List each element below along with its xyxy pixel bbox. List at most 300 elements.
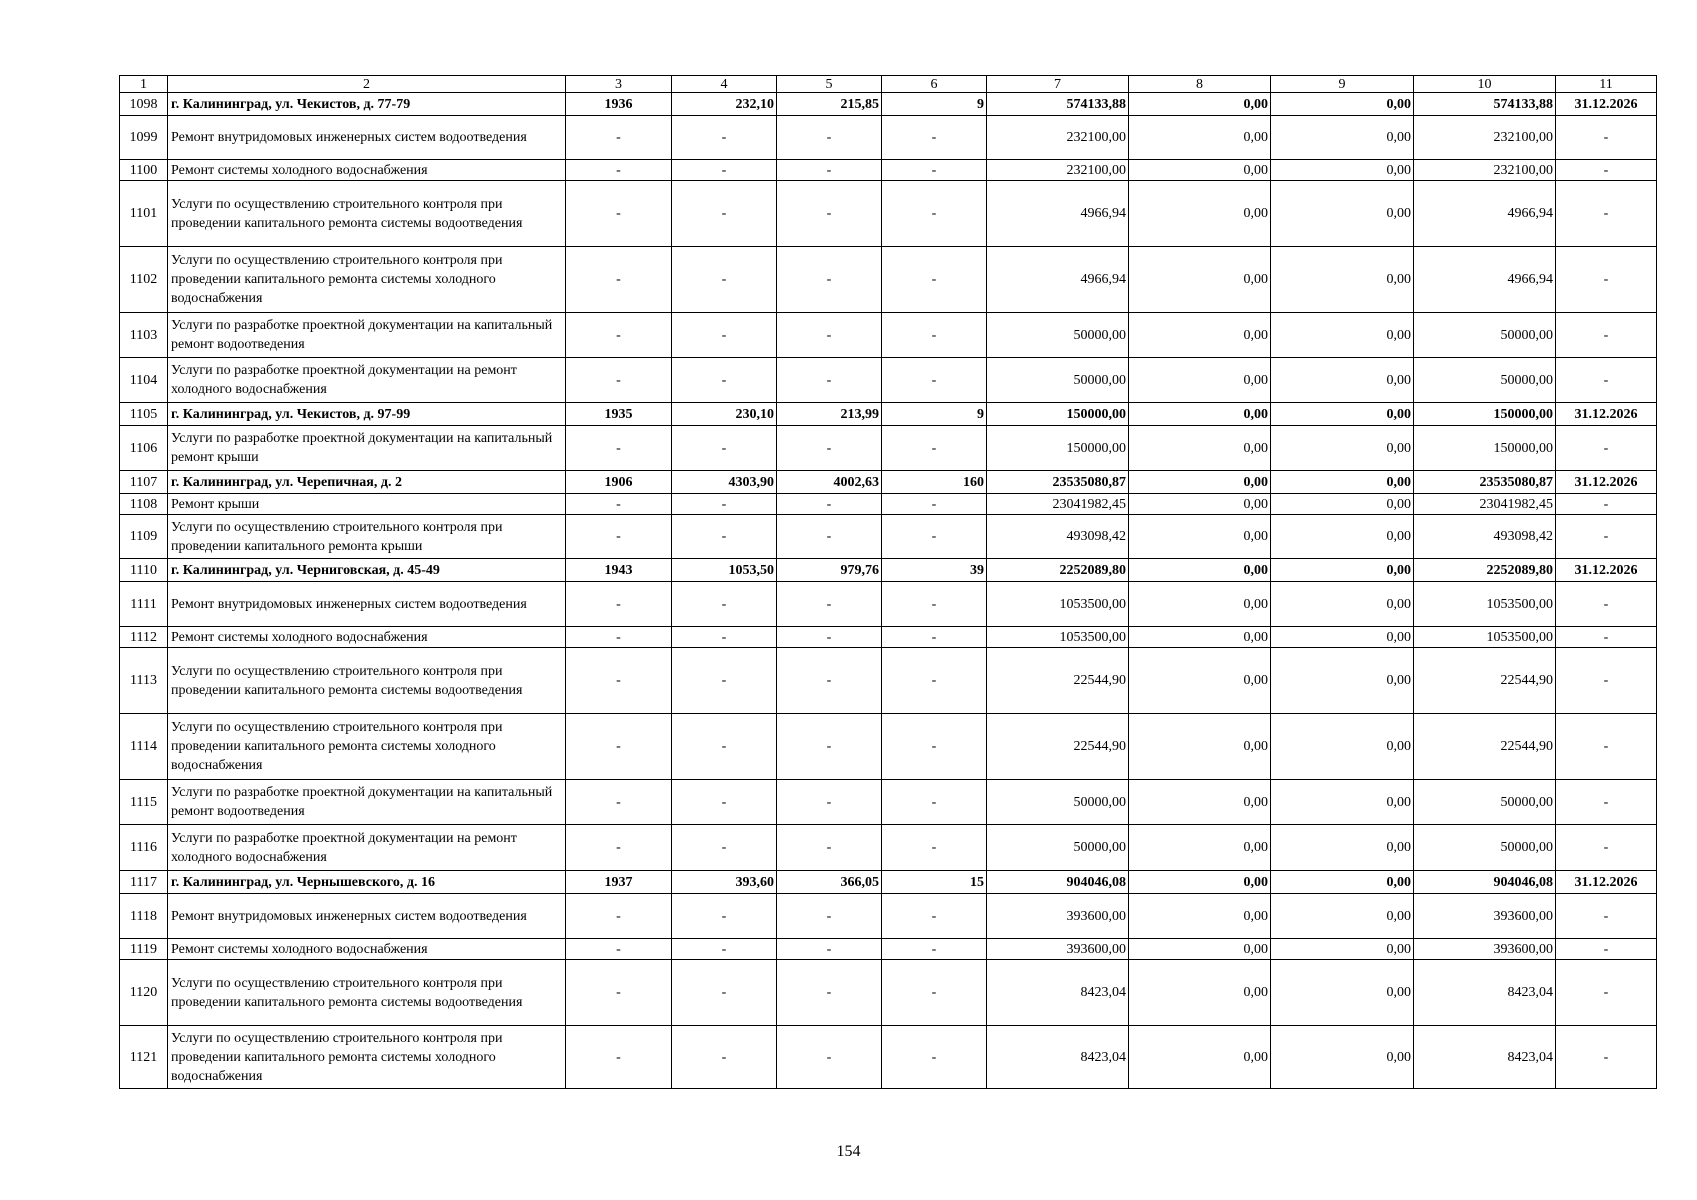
cell-deadline: 31.12.2026 [1556, 871, 1657, 894]
cell-fund-cost-1: 0,00 [1129, 116, 1271, 160]
cell-description: Услуги по осуществлению строительного контроля при проведении капитального ремонта системы водоотведения [168, 960, 566, 1026]
cell-living-area: - [777, 160, 882, 181]
cell-total-area: - [672, 116, 777, 160]
cell-description: Услуги по разработке проектной документации на ремонт холодного водоснабжения [168, 358, 566, 403]
cell-owner-funds: 393600,00 [1414, 939, 1556, 960]
cell-description: г. Калининград, ул. Черниговская, д. 45-49 [168, 559, 566, 582]
work-item-row [120, 181, 1657, 247]
cell-fund-cost-1: 0,00 [1129, 160, 1271, 181]
cell-deadline: - [1556, 358, 1657, 403]
cell-row-number: 1113 [120, 648, 168, 714]
cell-residents: - [882, 247, 987, 313]
cell-year-built: 1935 [566, 403, 672, 426]
cell-total-area: - [672, 181, 777, 247]
cell-owner-funds: 150000,00 [1414, 403, 1556, 426]
cell-total-cost: 8423,04 [987, 1026, 1129, 1089]
cell-row-number: 1115 [120, 780, 168, 825]
column-number-9: 9 [1271, 76, 1414, 93]
cell-owner-funds: 150000,00 [1414, 426, 1556, 471]
cell-year-built: - [566, 960, 672, 1026]
cell-owner-funds: 22544,90 [1414, 714, 1556, 780]
column-number-3: 3 [566, 76, 672, 93]
cell-fund-cost-2: 0,00 [1271, 494, 1414, 515]
cell-description: Ремонт системы холодного водоснабжения [168, 160, 566, 181]
cell-description: Услуги по осуществлению строительного контроля при проведении капитального ремонта системы холодного водоснабжения [168, 247, 566, 313]
cell-owner-funds: 1053500,00 [1414, 582, 1556, 627]
cell-total-area: - [672, 582, 777, 627]
cell-deadline: - [1556, 160, 1657, 181]
cell-year-built: - [566, 1026, 672, 1089]
cell-deadline: - [1556, 426, 1657, 471]
cell-living-area: 366,05 [777, 871, 882, 894]
cell-fund-cost-1: 0,00 [1129, 825, 1271, 871]
address-row [120, 871, 1657, 894]
cell-deadline: - [1556, 494, 1657, 515]
work-item-row [120, 627, 1657, 648]
cell-deadline: - [1556, 582, 1657, 627]
cell-fund-cost-1: 0,00 [1129, 93, 1271, 116]
cell-total-cost: 574133,88 [987, 93, 1129, 116]
cell-deadline: - [1556, 960, 1657, 1026]
cell-year-built: - [566, 358, 672, 403]
cell-description: Услуги по разработке проектной документации на ремонт холодного водоснабжения [168, 825, 566, 871]
cell-row-number: 1106 [120, 426, 168, 471]
work-item-row [120, 358, 1657, 403]
cell-year-built: - [566, 939, 672, 960]
cell-row-number: 1116 [120, 825, 168, 871]
cell-total-area: - [672, 825, 777, 871]
capital-repair-table [119, 75, 1657, 1089]
cell-fund-cost-1: 0,00 [1129, 515, 1271, 559]
work-item-row [120, 313, 1657, 358]
work-item-row [120, 780, 1657, 825]
cell-residents: - [882, 648, 987, 714]
cell-fund-cost-2: 0,00 [1271, 116, 1414, 160]
page-number: 154 [836, 1143, 861, 1160]
cell-total-area: - [672, 627, 777, 648]
cell-total-cost: 393600,00 [987, 939, 1129, 960]
cell-living-area: - [777, 1026, 882, 1089]
cell-fund-cost-1: 0,00 [1129, 358, 1271, 403]
cell-living-area: - [777, 960, 882, 1026]
cell-residents: 15 [882, 871, 987, 894]
cell-living-area: 215,85 [777, 93, 882, 116]
cell-year-built: 1937 [566, 871, 672, 894]
cell-owner-funds: 574133,88 [1414, 93, 1556, 116]
cell-residents: - [882, 494, 987, 515]
cell-owner-funds: 493098,42 [1414, 515, 1556, 559]
cell-row-number: 1101 [120, 181, 168, 247]
cell-year-built: - [566, 648, 672, 714]
cell-fund-cost-2: 0,00 [1271, 825, 1414, 871]
cell-residents: - [882, 582, 987, 627]
cell-row-number: 1105 [120, 403, 168, 426]
cell-row-number: 1118 [120, 894, 168, 939]
cell-fund-cost-2: 0,00 [1271, 426, 1414, 471]
cell-living-area: - [777, 825, 882, 871]
work-item-row [120, 426, 1657, 471]
cell-row-number: 1102 [120, 247, 168, 313]
cell-total-cost: 904046,08 [987, 871, 1129, 894]
cell-year-built: - [566, 160, 672, 181]
work-item-row [120, 894, 1657, 939]
work-item-row [120, 1026, 1657, 1089]
cell-fund-cost-1: 0,00 [1129, 471, 1271, 494]
cell-living-area: 979,76 [777, 559, 882, 582]
cell-fund-cost-1: 0,00 [1129, 780, 1271, 825]
cell-year-built: - [566, 627, 672, 648]
cell-fund-cost-2: 0,00 [1271, 780, 1414, 825]
cell-owner-funds: 50000,00 [1414, 825, 1556, 871]
cell-deadline: 31.12.2026 [1556, 471, 1657, 494]
cell-year-built: 1943 [566, 559, 672, 582]
cell-residents: - [882, 627, 987, 648]
cell-living-area: - [777, 780, 882, 825]
cell-deadline: - [1556, 648, 1657, 714]
cell-total-cost: 22544,90 [987, 648, 1129, 714]
cell-owner-funds: 4966,94 [1414, 247, 1556, 313]
cell-total-cost: 50000,00 [987, 358, 1129, 403]
cell-fund-cost-1: 0,00 [1129, 559, 1271, 582]
column-number-5: 5 [777, 76, 882, 93]
column-number-11: 11 [1556, 76, 1657, 93]
cell-year-built: - [566, 426, 672, 471]
cell-description: г. Калининград, ул. Чекистов, д. 77-79 [168, 93, 566, 116]
cell-total-area: - [672, 648, 777, 714]
cell-deadline: - [1556, 825, 1657, 871]
cell-total-area: - [672, 780, 777, 825]
cell-total-area: - [672, 426, 777, 471]
cell-fund-cost-2: 0,00 [1271, 627, 1414, 648]
cell-description: Услуги по осуществлению строительного контроля при проведении капитального ремонта крыши [168, 515, 566, 559]
cell-total-cost: 50000,00 [987, 313, 1129, 358]
cell-total-cost: 1053500,00 [987, 582, 1129, 627]
cell-owner-funds: 232100,00 [1414, 160, 1556, 181]
cell-fund-cost-2: 0,00 [1271, 714, 1414, 780]
cell-fund-cost-1: 0,00 [1129, 1026, 1271, 1089]
cell-living-area: - [777, 627, 882, 648]
cell-residents: - [882, 780, 987, 825]
cell-fund-cost-2: 0,00 [1271, 939, 1414, 960]
cell-row-number: 1120 [120, 960, 168, 1026]
cell-residents: - [882, 825, 987, 871]
cell-total-area: - [672, 160, 777, 181]
cell-total-cost: 232100,00 [987, 116, 1129, 160]
cell-owner-funds: 8423,04 [1414, 960, 1556, 1026]
cell-living-area: - [777, 714, 882, 780]
cell-description: Услуги по осуществлению строительного контроля при проведении капитального ремонта системы холодного водоснабжения [168, 714, 566, 780]
address-row [120, 93, 1657, 116]
cell-owner-funds: 50000,00 [1414, 358, 1556, 403]
cell-year-built: - [566, 181, 672, 247]
column-number-4: 4 [672, 76, 777, 93]
cell-description: г. Калининград, ул. Чекистов, д. 97-99 [168, 403, 566, 426]
cell-deadline: - [1556, 939, 1657, 960]
cell-deadline: - [1556, 515, 1657, 559]
cell-total-area: - [672, 247, 777, 313]
cell-residents: 160 [882, 471, 987, 494]
cell-fund-cost-1: 0,00 [1129, 403, 1271, 426]
address-row [120, 471, 1657, 494]
cell-residents: - [882, 358, 987, 403]
column-number-6: 6 [882, 76, 987, 93]
cell-living-area: - [777, 181, 882, 247]
cell-owner-funds: 22544,90 [1414, 648, 1556, 714]
cell-row-number: 1111 [120, 582, 168, 627]
column-number-8: 8 [1129, 76, 1271, 93]
cell-deadline: - [1556, 627, 1657, 648]
cell-residents: - [882, 116, 987, 160]
cell-living-area: 4002,63 [777, 471, 882, 494]
cell-living-area: - [777, 582, 882, 627]
cell-fund-cost-2: 0,00 [1271, 471, 1414, 494]
cell-row-number: 1103 [120, 313, 168, 358]
cell-row-number: 1117 [120, 871, 168, 894]
cell-owner-funds: 2252089,80 [1414, 559, 1556, 582]
cell-residents: - [882, 1026, 987, 1089]
cell-fund-cost-1: 0,00 [1129, 714, 1271, 780]
cell-year-built: - [566, 894, 672, 939]
cell-row-number: 1119 [120, 939, 168, 960]
cell-year-built: - [566, 116, 672, 160]
cell-total-area: - [672, 894, 777, 939]
cell-owner-funds: 393600,00 [1414, 894, 1556, 939]
cell-deadline: 31.12.2026 [1556, 93, 1657, 116]
cell-description: Услуги по осуществлению строительного контроля при проведении капитального ремонта системы водоотведения [168, 181, 566, 247]
column-number-7: 7 [987, 76, 1129, 93]
cell-total-area: - [672, 358, 777, 403]
column-number-1: 1 [120, 76, 168, 93]
cell-total-cost: 8423,04 [987, 960, 1129, 1026]
cell-description: Услуги по осуществлению строительного контроля при проведении капитального ремонта системы водоотведения [168, 648, 566, 714]
cell-row-number: 1098 [120, 93, 168, 116]
cell-residents: - [882, 313, 987, 358]
work-item-row [120, 714, 1657, 780]
cell-fund-cost-2: 0,00 [1271, 515, 1414, 559]
cell-fund-cost-1: 0,00 [1129, 871, 1271, 894]
cell-row-number: 1114 [120, 714, 168, 780]
cell-total-cost: 22544,90 [987, 714, 1129, 780]
cell-deadline: - [1556, 1026, 1657, 1089]
cell-total-area: - [672, 313, 777, 358]
cell-row-number: 1108 [120, 494, 168, 515]
cell-owner-funds: 904046,08 [1414, 871, 1556, 894]
cell-fund-cost-1: 0,00 [1129, 313, 1271, 358]
cell-year-built: 1936 [566, 93, 672, 116]
cell-total-cost: 4966,94 [987, 247, 1129, 313]
cell-year-built: - [566, 494, 672, 515]
cell-total-cost: 23535080,87 [987, 471, 1129, 494]
cell-total-cost: 50000,00 [987, 780, 1129, 825]
cell-fund-cost-2: 0,00 [1271, 313, 1414, 358]
cell-description: Услуги по осуществлению строительного контроля при проведении капитального ремонта системы холодного водоснабжения [168, 1026, 566, 1089]
cell-deadline: - [1556, 780, 1657, 825]
cell-living-area: - [777, 939, 882, 960]
cell-year-built: - [566, 515, 672, 559]
cell-total-cost: 150000,00 [987, 426, 1129, 471]
cell-total-cost: 1053500,00 [987, 627, 1129, 648]
cell-deadline: - [1556, 894, 1657, 939]
cell-living-area: - [777, 247, 882, 313]
cell-description: Услуги по разработке проектной документации на капитальный ремонт водоотведения [168, 313, 566, 358]
cell-fund-cost-2: 0,00 [1271, 871, 1414, 894]
work-item-row [120, 939, 1657, 960]
cell-total-area: - [672, 960, 777, 1026]
cell-fund-cost-1: 0,00 [1129, 648, 1271, 714]
work-item-row [120, 825, 1657, 871]
cell-total-area: - [672, 494, 777, 515]
column-number-2: 2 [168, 76, 566, 93]
work-item-row [120, 960, 1657, 1026]
cell-total-area: 4303,90 [672, 471, 777, 494]
cell-total-area: 232,10 [672, 93, 777, 116]
cell-fund-cost-2: 0,00 [1271, 160, 1414, 181]
cell-residents: - [882, 939, 987, 960]
cell-fund-cost-1: 0,00 [1129, 426, 1271, 471]
cell-living-area: - [777, 426, 882, 471]
cell-fund-cost-1: 0,00 [1129, 960, 1271, 1026]
cell-row-number: 1109 [120, 515, 168, 559]
cell-living-area: - [777, 116, 882, 160]
cell-living-area: - [777, 494, 882, 515]
cell-year-built: - [566, 247, 672, 313]
cell-fund-cost-1: 0,00 [1129, 939, 1271, 960]
cell-residents: - [882, 714, 987, 780]
cell-description: Услуги по разработке проектной документации на капитальный ремонт водоотведения [168, 780, 566, 825]
cell-fund-cost-2: 0,00 [1271, 894, 1414, 939]
cell-deadline: 31.12.2026 [1556, 403, 1657, 426]
cell-residents: - [882, 426, 987, 471]
cell-owner-funds: 4966,94 [1414, 181, 1556, 247]
cell-deadline: - [1556, 313, 1657, 358]
cell-description: Ремонт внутридомовых инженерных систем водоотведения [168, 116, 566, 160]
cell-fund-cost-2: 0,00 [1271, 403, 1414, 426]
cell-fund-cost-2: 0,00 [1271, 582, 1414, 627]
cell-fund-cost-2: 0,00 [1271, 648, 1414, 714]
cell-residents: - [882, 160, 987, 181]
column-number-header [120, 76, 1657, 93]
cell-living-area: - [777, 515, 882, 559]
cell-year-built: - [566, 714, 672, 780]
cell-owner-funds: 1053500,00 [1414, 627, 1556, 648]
work-item-row [120, 494, 1657, 515]
cell-living-area: 213,99 [777, 403, 882, 426]
cell-fund-cost-2: 0,00 [1271, 960, 1414, 1026]
cell-description: Услуги по разработке проектной документации на капитальный ремонт крыши [168, 426, 566, 471]
cell-fund-cost-2: 0,00 [1271, 1026, 1414, 1089]
cell-description: Ремонт системы холодного водоснабжения [168, 939, 566, 960]
cell-fund-cost-1: 0,00 [1129, 894, 1271, 939]
cell-fund-cost-1: 0,00 [1129, 494, 1271, 515]
cell-deadline: - [1556, 247, 1657, 313]
cell-total-cost: 150000,00 [987, 403, 1129, 426]
work-item-row [120, 160, 1657, 181]
cell-fund-cost-2: 0,00 [1271, 247, 1414, 313]
cell-residents: - [882, 894, 987, 939]
cell-description: Ремонт системы холодного водоснабжения [168, 627, 566, 648]
cell-total-cost: 23041982,45 [987, 494, 1129, 515]
cell-total-area: 230,10 [672, 403, 777, 426]
cell-year-built: - [566, 825, 672, 871]
cell-description: г. Калининград, ул. Черепичная, д. 2 [168, 471, 566, 494]
work-item-row [120, 582, 1657, 627]
work-item-row [120, 515, 1657, 559]
cell-total-cost: 232100,00 [987, 160, 1129, 181]
cell-fund-cost-2: 0,00 [1271, 93, 1414, 116]
cell-total-cost: 2252089,80 [987, 559, 1129, 582]
cell-residents: - [882, 515, 987, 559]
cell-residents: 39 [882, 559, 987, 582]
cell-owner-funds: 8423,04 [1414, 1026, 1556, 1089]
cell-owner-funds: 50000,00 [1414, 313, 1556, 358]
cell-residents: - [882, 960, 987, 1026]
address-row [120, 559, 1657, 582]
cell-living-area: - [777, 648, 882, 714]
cell-fund-cost-1: 0,00 [1129, 627, 1271, 648]
cell-total-cost: 4966,94 [987, 181, 1129, 247]
cell-deadline: - [1556, 116, 1657, 160]
cell-row-number: 1121 [120, 1026, 168, 1089]
cell-total-area: - [672, 1026, 777, 1089]
cell-total-area: - [672, 515, 777, 559]
cell-owner-funds: 50000,00 [1414, 780, 1556, 825]
cell-deadline: 31.12.2026 [1556, 559, 1657, 582]
cell-owner-funds: 23535080,87 [1414, 471, 1556, 494]
cell-row-number: 1112 [120, 627, 168, 648]
address-row [120, 403, 1657, 426]
cell-deadline: - [1556, 181, 1657, 247]
work-item-row [120, 648, 1657, 714]
cell-total-area: 1053,50 [672, 559, 777, 582]
work-item-row [120, 247, 1657, 313]
cell-row-number: 1104 [120, 358, 168, 403]
cell-total-cost: 393600,00 [987, 894, 1129, 939]
cell-residents: 9 [882, 93, 987, 116]
cell-residents: 9 [882, 403, 987, 426]
cell-fund-cost-2: 0,00 [1271, 559, 1414, 582]
cell-fund-cost-2: 0,00 [1271, 181, 1414, 247]
cell-row-number: 1100 [120, 160, 168, 181]
cell-living-area: - [777, 894, 882, 939]
cell-row-number: 1110 [120, 559, 168, 582]
cell-living-area: - [777, 358, 882, 403]
cell-year-built: - [566, 582, 672, 627]
cell-year-built: - [566, 780, 672, 825]
work-item-row [120, 116, 1657, 160]
cell-year-built: 1906 [566, 471, 672, 494]
cell-fund-cost-1: 0,00 [1129, 181, 1271, 247]
cell-total-area: 393,60 [672, 871, 777, 894]
cell-total-area: - [672, 714, 777, 780]
cell-description: Ремонт крыши [168, 494, 566, 515]
cell-total-area: - [672, 939, 777, 960]
cell-row-number: 1099 [120, 116, 168, 160]
cell-fund-cost-1: 0,00 [1129, 247, 1271, 313]
cell-year-built: - [566, 313, 672, 358]
cell-description: г. Калининград, ул. Чернышевского, д. 16 [168, 871, 566, 894]
cell-row-number: 1107 [120, 471, 168, 494]
cell-fund-cost-1: 0,00 [1129, 582, 1271, 627]
cell-residents: - [882, 181, 987, 247]
cell-description: Ремонт внутридомовых инженерных систем водоотведения [168, 582, 566, 627]
cell-description: Ремонт внутридомовых инженерных систем водоотведения [168, 894, 566, 939]
cell-fund-cost-2: 0,00 [1271, 358, 1414, 403]
cell-total-cost: 50000,00 [987, 825, 1129, 871]
cell-total-cost: 493098,42 [987, 515, 1129, 559]
cell-owner-funds: 232100,00 [1414, 116, 1556, 160]
cell-living-area: - [777, 313, 882, 358]
cell-owner-funds: 23041982,45 [1414, 494, 1556, 515]
